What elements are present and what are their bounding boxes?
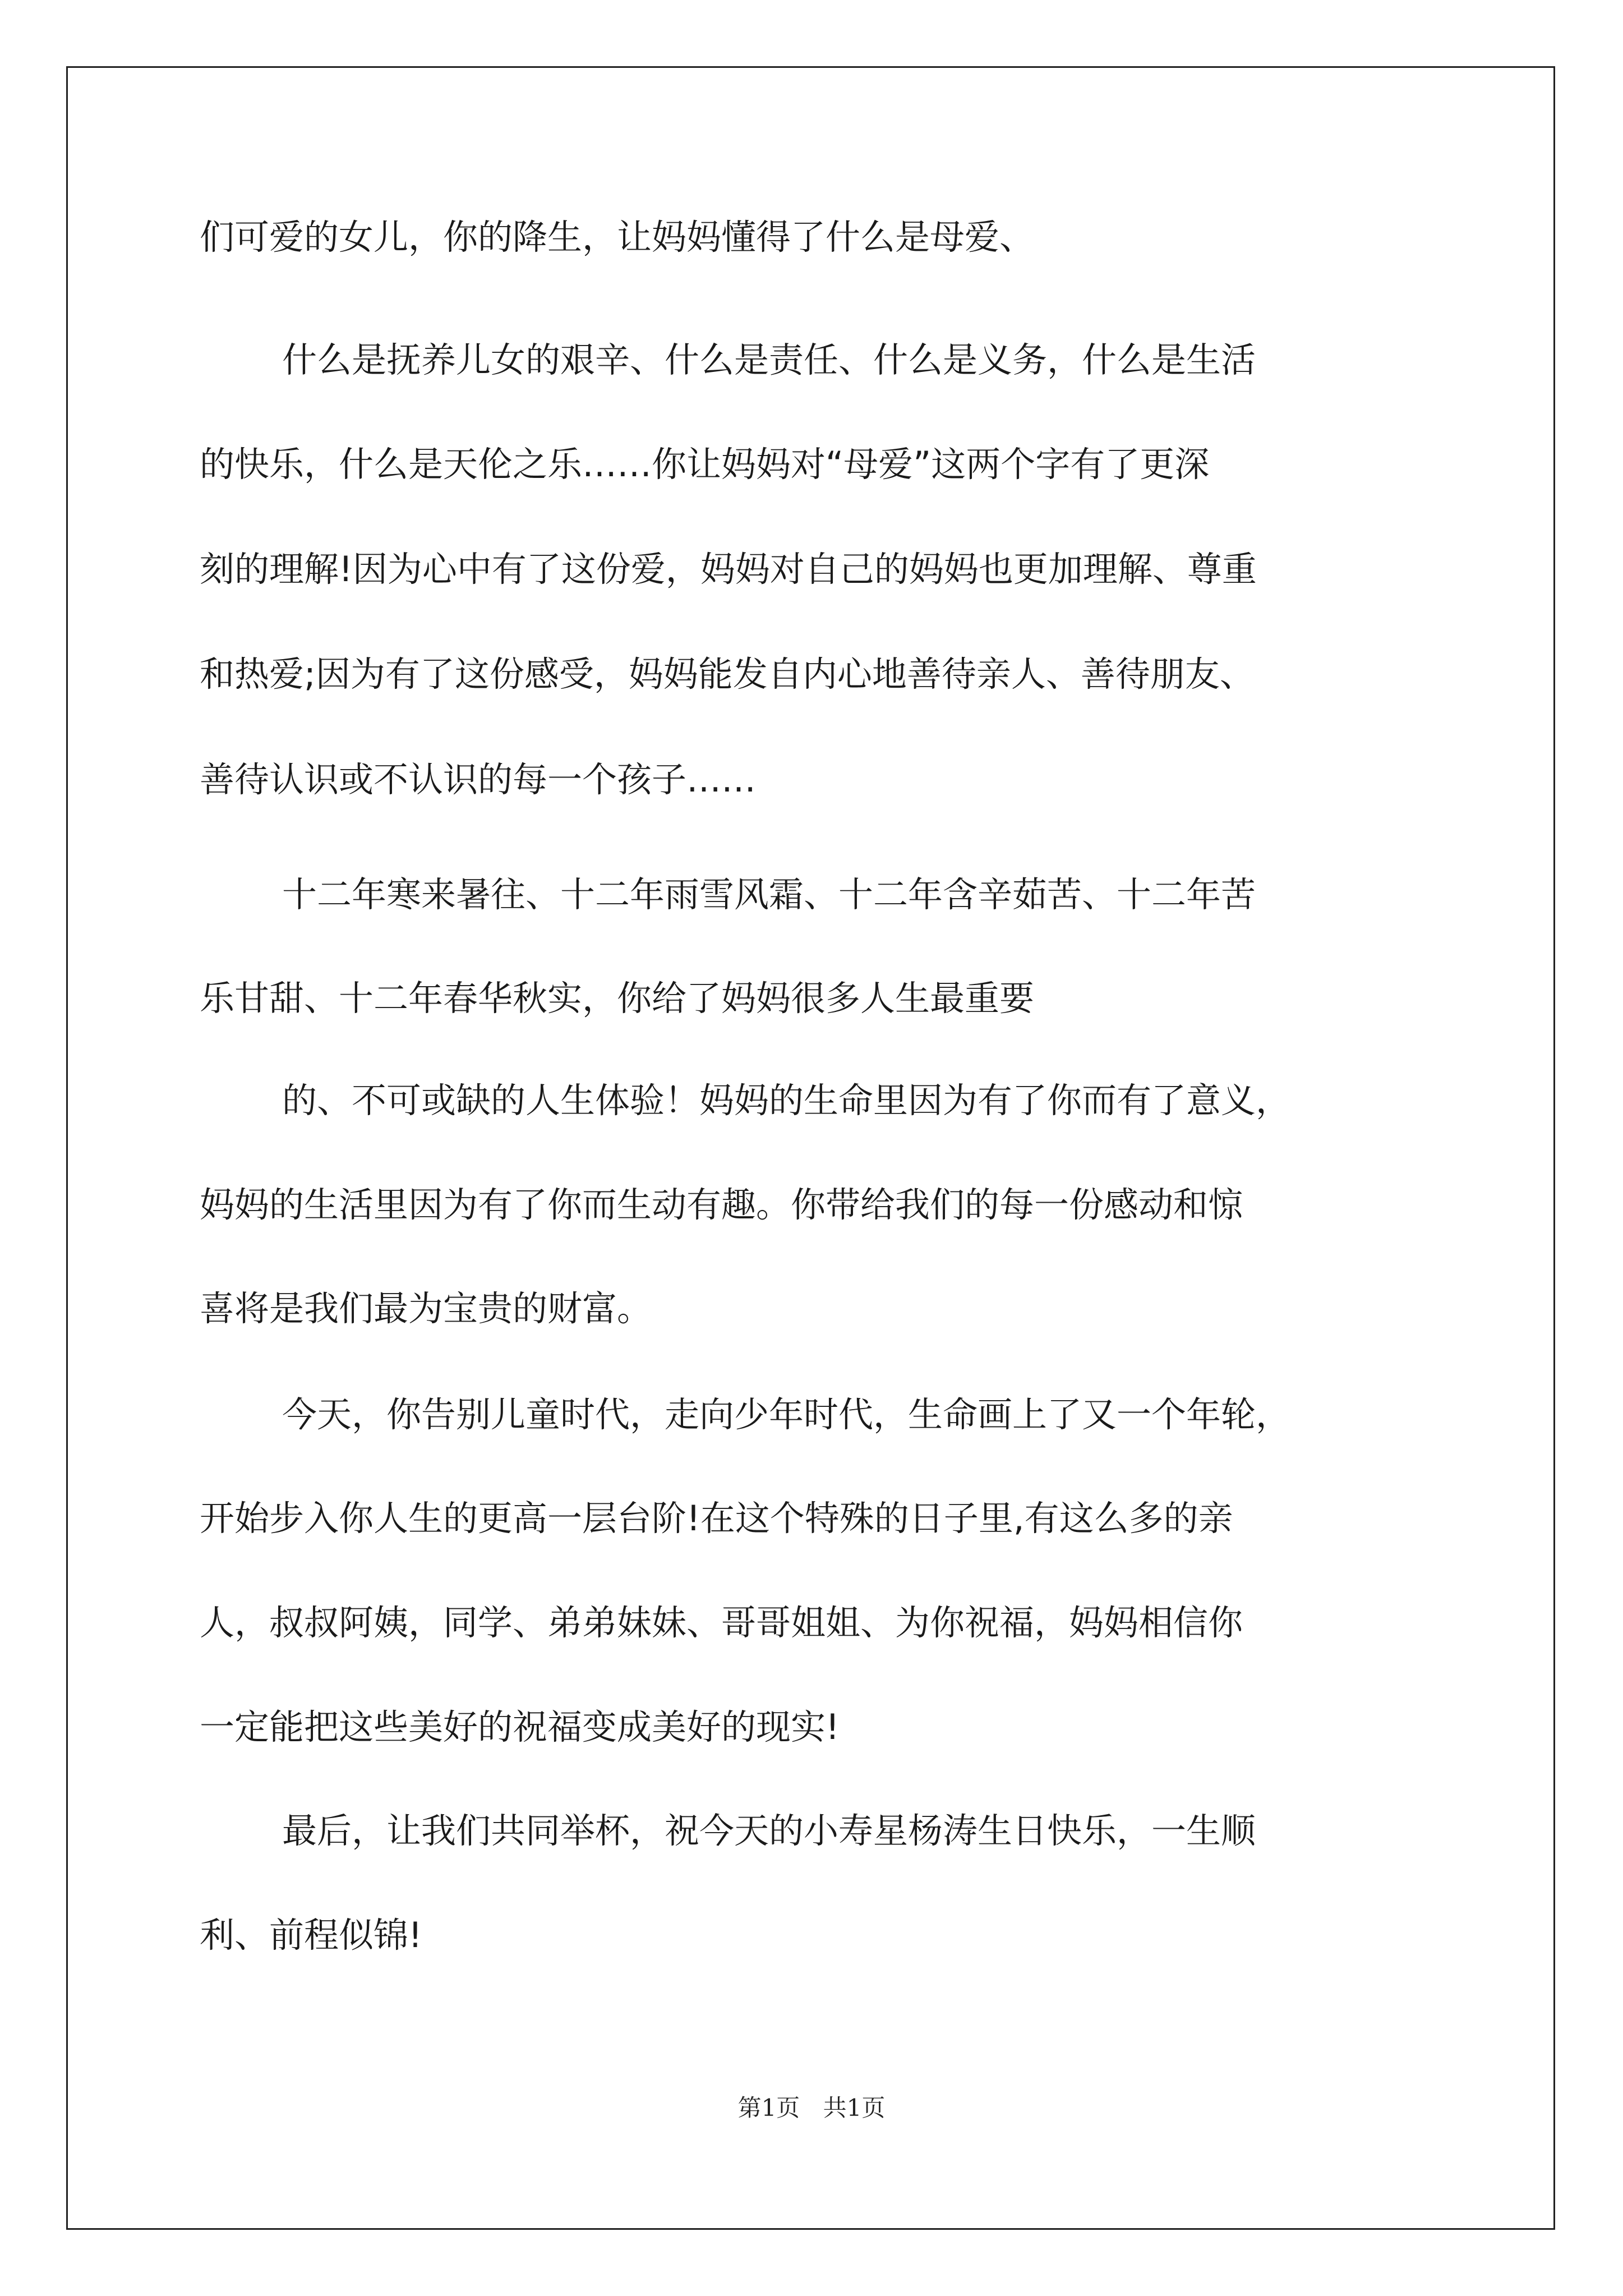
- current-page-label: 第1页: [737, 2094, 800, 2122]
- text-line: 喜将是我们最为宝贵的财富。: [200, 1288, 652, 1329]
- text-line: 今天，你告别儿童时代，走向少年时代，生命画上了又一个年轮，: [282, 1394, 1291, 1435]
- text-line: 刻的理解!因为心中有了这份爱，妈妈对自己的妈妈也更加理解、尊重: [200, 549, 1257, 590]
- text-line: 开始步入你人生的更高一层台阶!在这个特殊的日子里,有这么多的亲: [200, 1498, 1233, 1539]
- text-line: 十二年寒来暑往、十二年雨雪风霜、十二年含辛茹苦、十二年苦: [282, 874, 1256, 915]
- total-pages-label: 共1页: [823, 2094, 886, 2122]
- text-line: 和热爱;因为有了这份感受，妈妈能发自内心地善待亲人、善待朋友、: [200, 654, 1255, 694]
- text-line: 妈妈的生活里因为有了你而生动有趣。你带给我们的每一份感动和惊: [200, 1184, 1243, 1225]
- page-footer: [0, 2091, 1623, 2125]
- text-line: 一定能把这些美好的祝福变成美好的现实!: [200, 1706, 840, 1747]
- text-line: 的、不可或缺的人生体验！妈妈的生命里因为有了你而有了意义，: [282, 1080, 1291, 1121]
- text-line: 善待认识或不认识的每一个孩子……: [200, 759, 757, 800]
- text-line: 的快乐，什么是天伦之乐……你让妈妈对“母爱”这两个字有了更深: [200, 444, 1210, 485]
- text-line: 最后，让我们共同举杯，祝今天的小寿星杨涛生日快乐，一生顺: [282, 1810, 1256, 1851]
- text-line: 利、前程似锦!: [200, 1915, 422, 1955]
- page-border: [66, 66, 1555, 2230]
- text-line: 人，叔叔阿姨，同学、弟弟妹妹、哥哥姐姐、为你祝福，妈妈相信你: [200, 1602, 1243, 1643]
- text-line: 乐甘甜、十二年春华秋实，你给了妈妈很多人生最重要: [200, 978, 1035, 1019]
- text-line: 们可爱的女儿，你的降生，让妈妈懂得了什么是母爱、: [200, 217, 1035, 257]
- text-line: 什么是抚养儿女的艰辛、什么是责任、什么是义务，什么是生活: [282, 339, 1256, 380]
